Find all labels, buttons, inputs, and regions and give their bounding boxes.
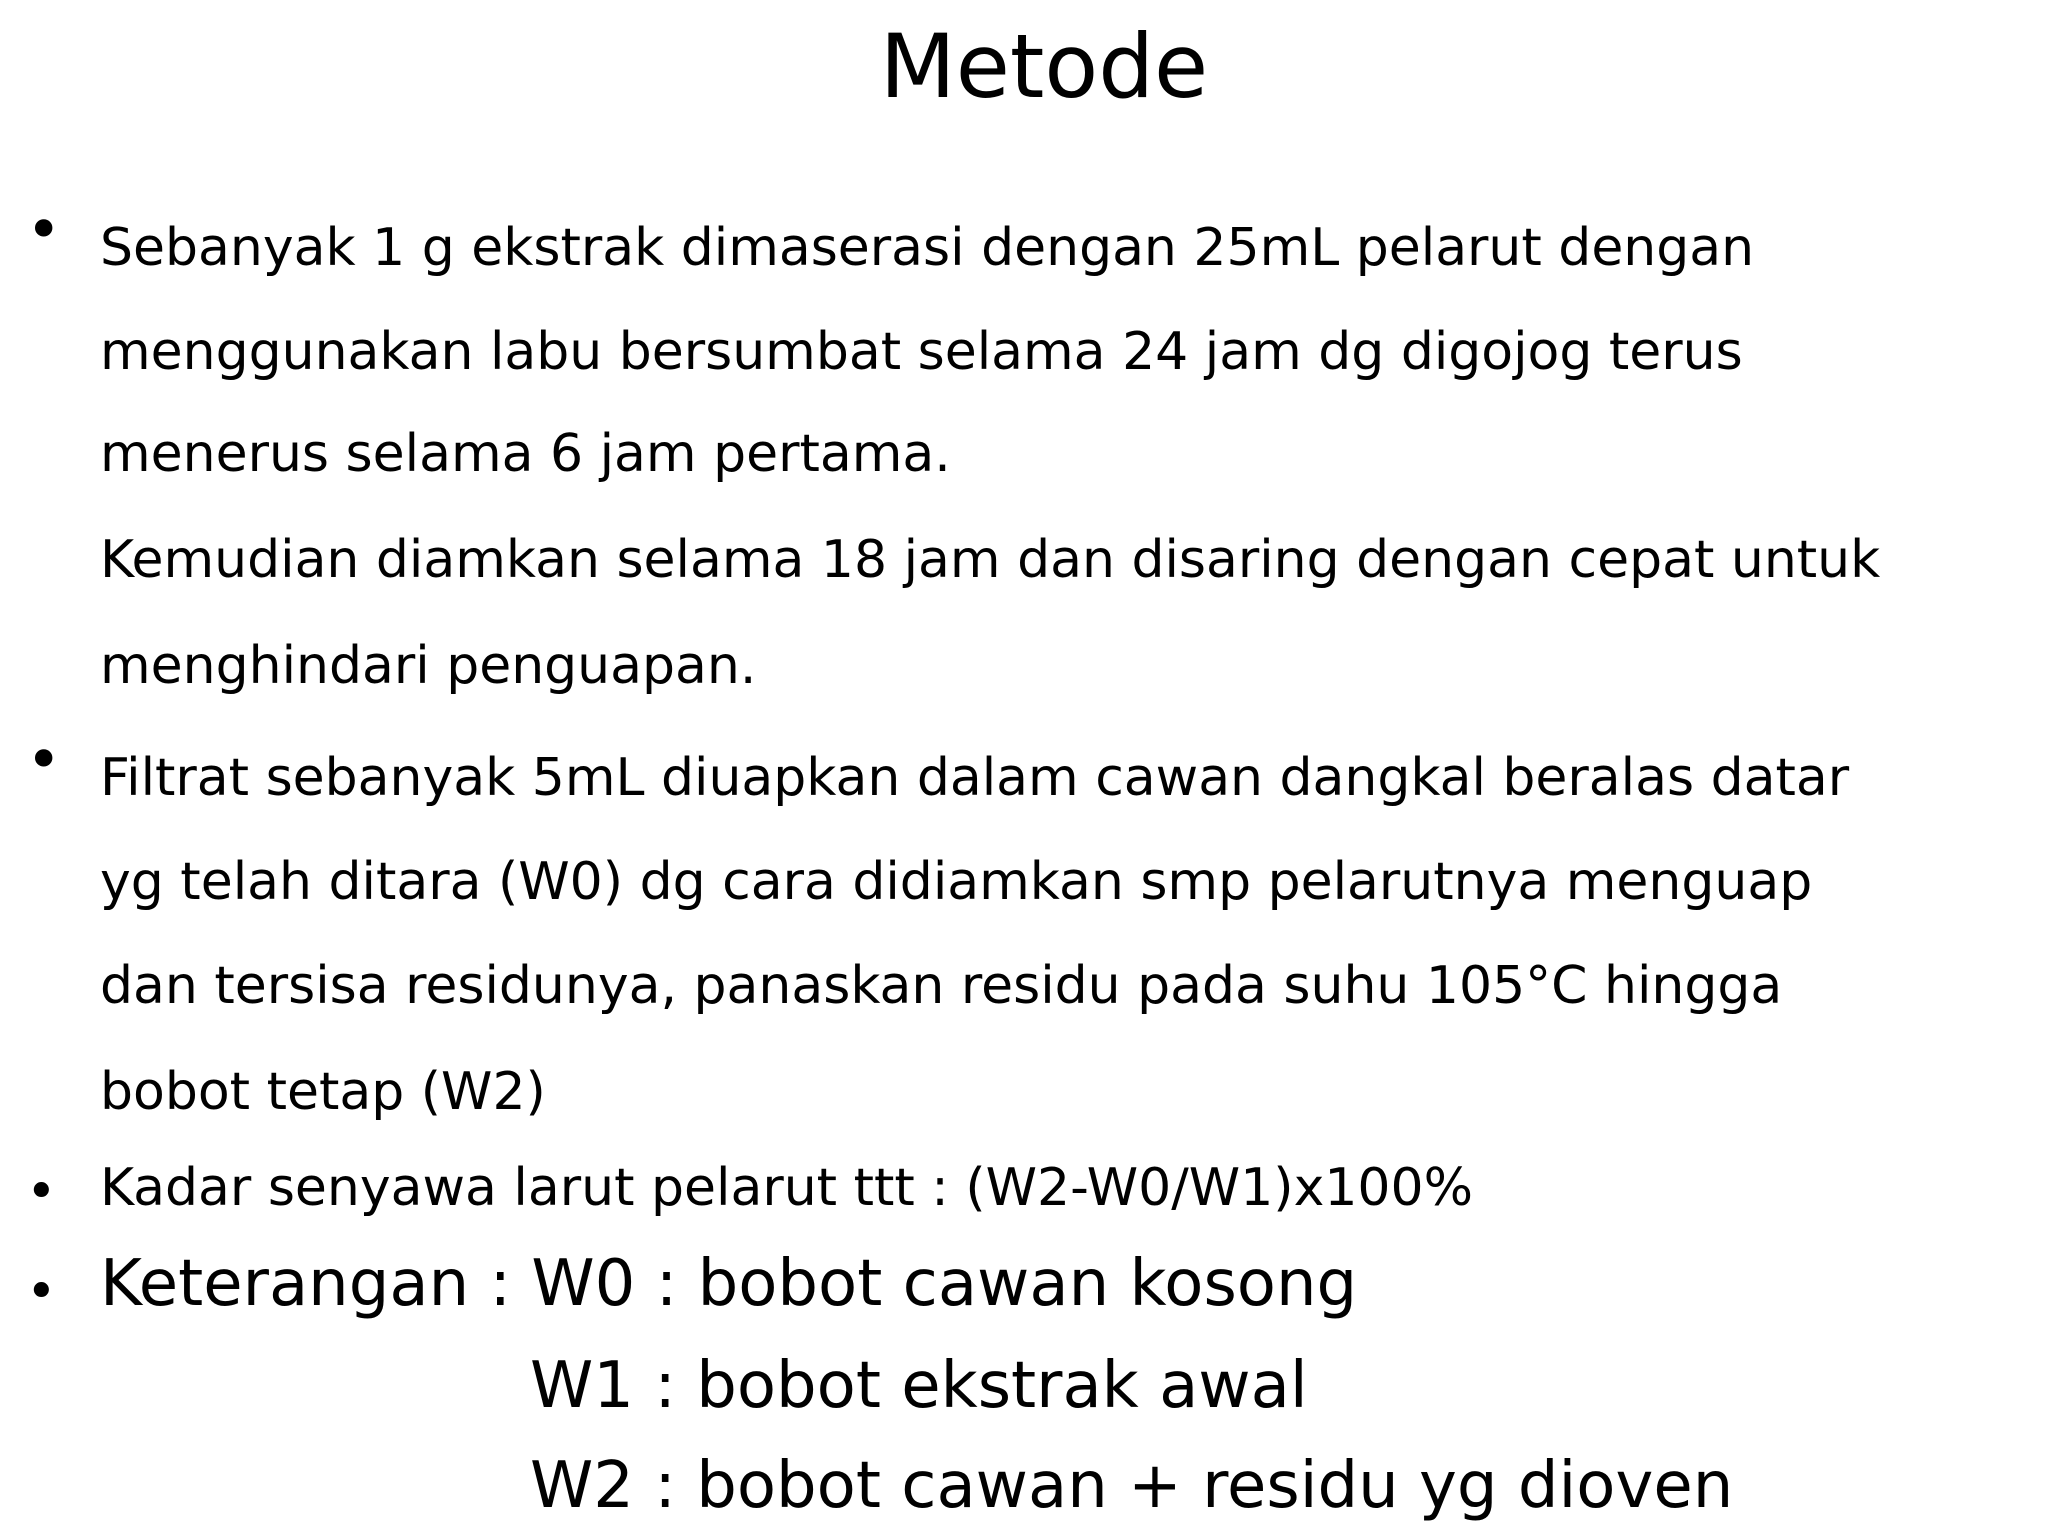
bullet-1-line-1: Sebanyak 1 g ekstrak dimaserasi dengan 25mL pelarut dengan xyxy=(100,218,1755,278)
bullet-2-line-2: yg telah ditara (W0) dg cara didiamkan smp pelarutnya menguap xyxy=(100,852,1813,912)
slide-title: Metode xyxy=(879,15,1209,118)
bullet-marker: • xyxy=(26,1262,57,1322)
bullet-marker: • xyxy=(26,725,62,795)
bullet-2-line-3: dan tersisa residunya, panaskan residu pada suhu 105°C hingga xyxy=(100,956,1783,1016)
bullet-3-line-1: Kadar senyawa larut pelarut ttt : (W2-W0/W1)x100% xyxy=(100,1158,1473,1218)
bullet-4-line-1: Keterangan : W0 : bobot cawan kosong xyxy=(100,1247,1358,1321)
bullet-1-line-3: menerus selama 6 jam pertama. xyxy=(100,424,951,484)
bullet-marker: • xyxy=(26,1162,57,1222)
bullet-marker: • xyxy=(26,195,62,265)
bullet-1-line-4: Kemudian diamkan selama 18 jam dan disaring dengan cepat untuk xyxy=(100,530,1881,590)
bullet-2-line-4: bobot tetap (W2) xyxy=(100,1062,546,1122)
bullet-4-line-3: W2 : bobot cawan + residu yg dioven xyxy=(530,1449,1734,1523)
bullet-2-line-1: Filtrat sebanyak 5mL diuapkan dalam cawan dangkal beralas datar xyxy=(100,748,1850,808)
bullet-1-line-2: menggunakan labu bersumbat selama 24 jam dg digojog terus xyxy=(100,322,1743,382)
bullet-1-line-5: menghindari penguapan. xyxy=(100,636,757,696)
bullet-4-line-2: W1 : bobot ekstrak awal xyxy=(530,1349,1308,1423)
